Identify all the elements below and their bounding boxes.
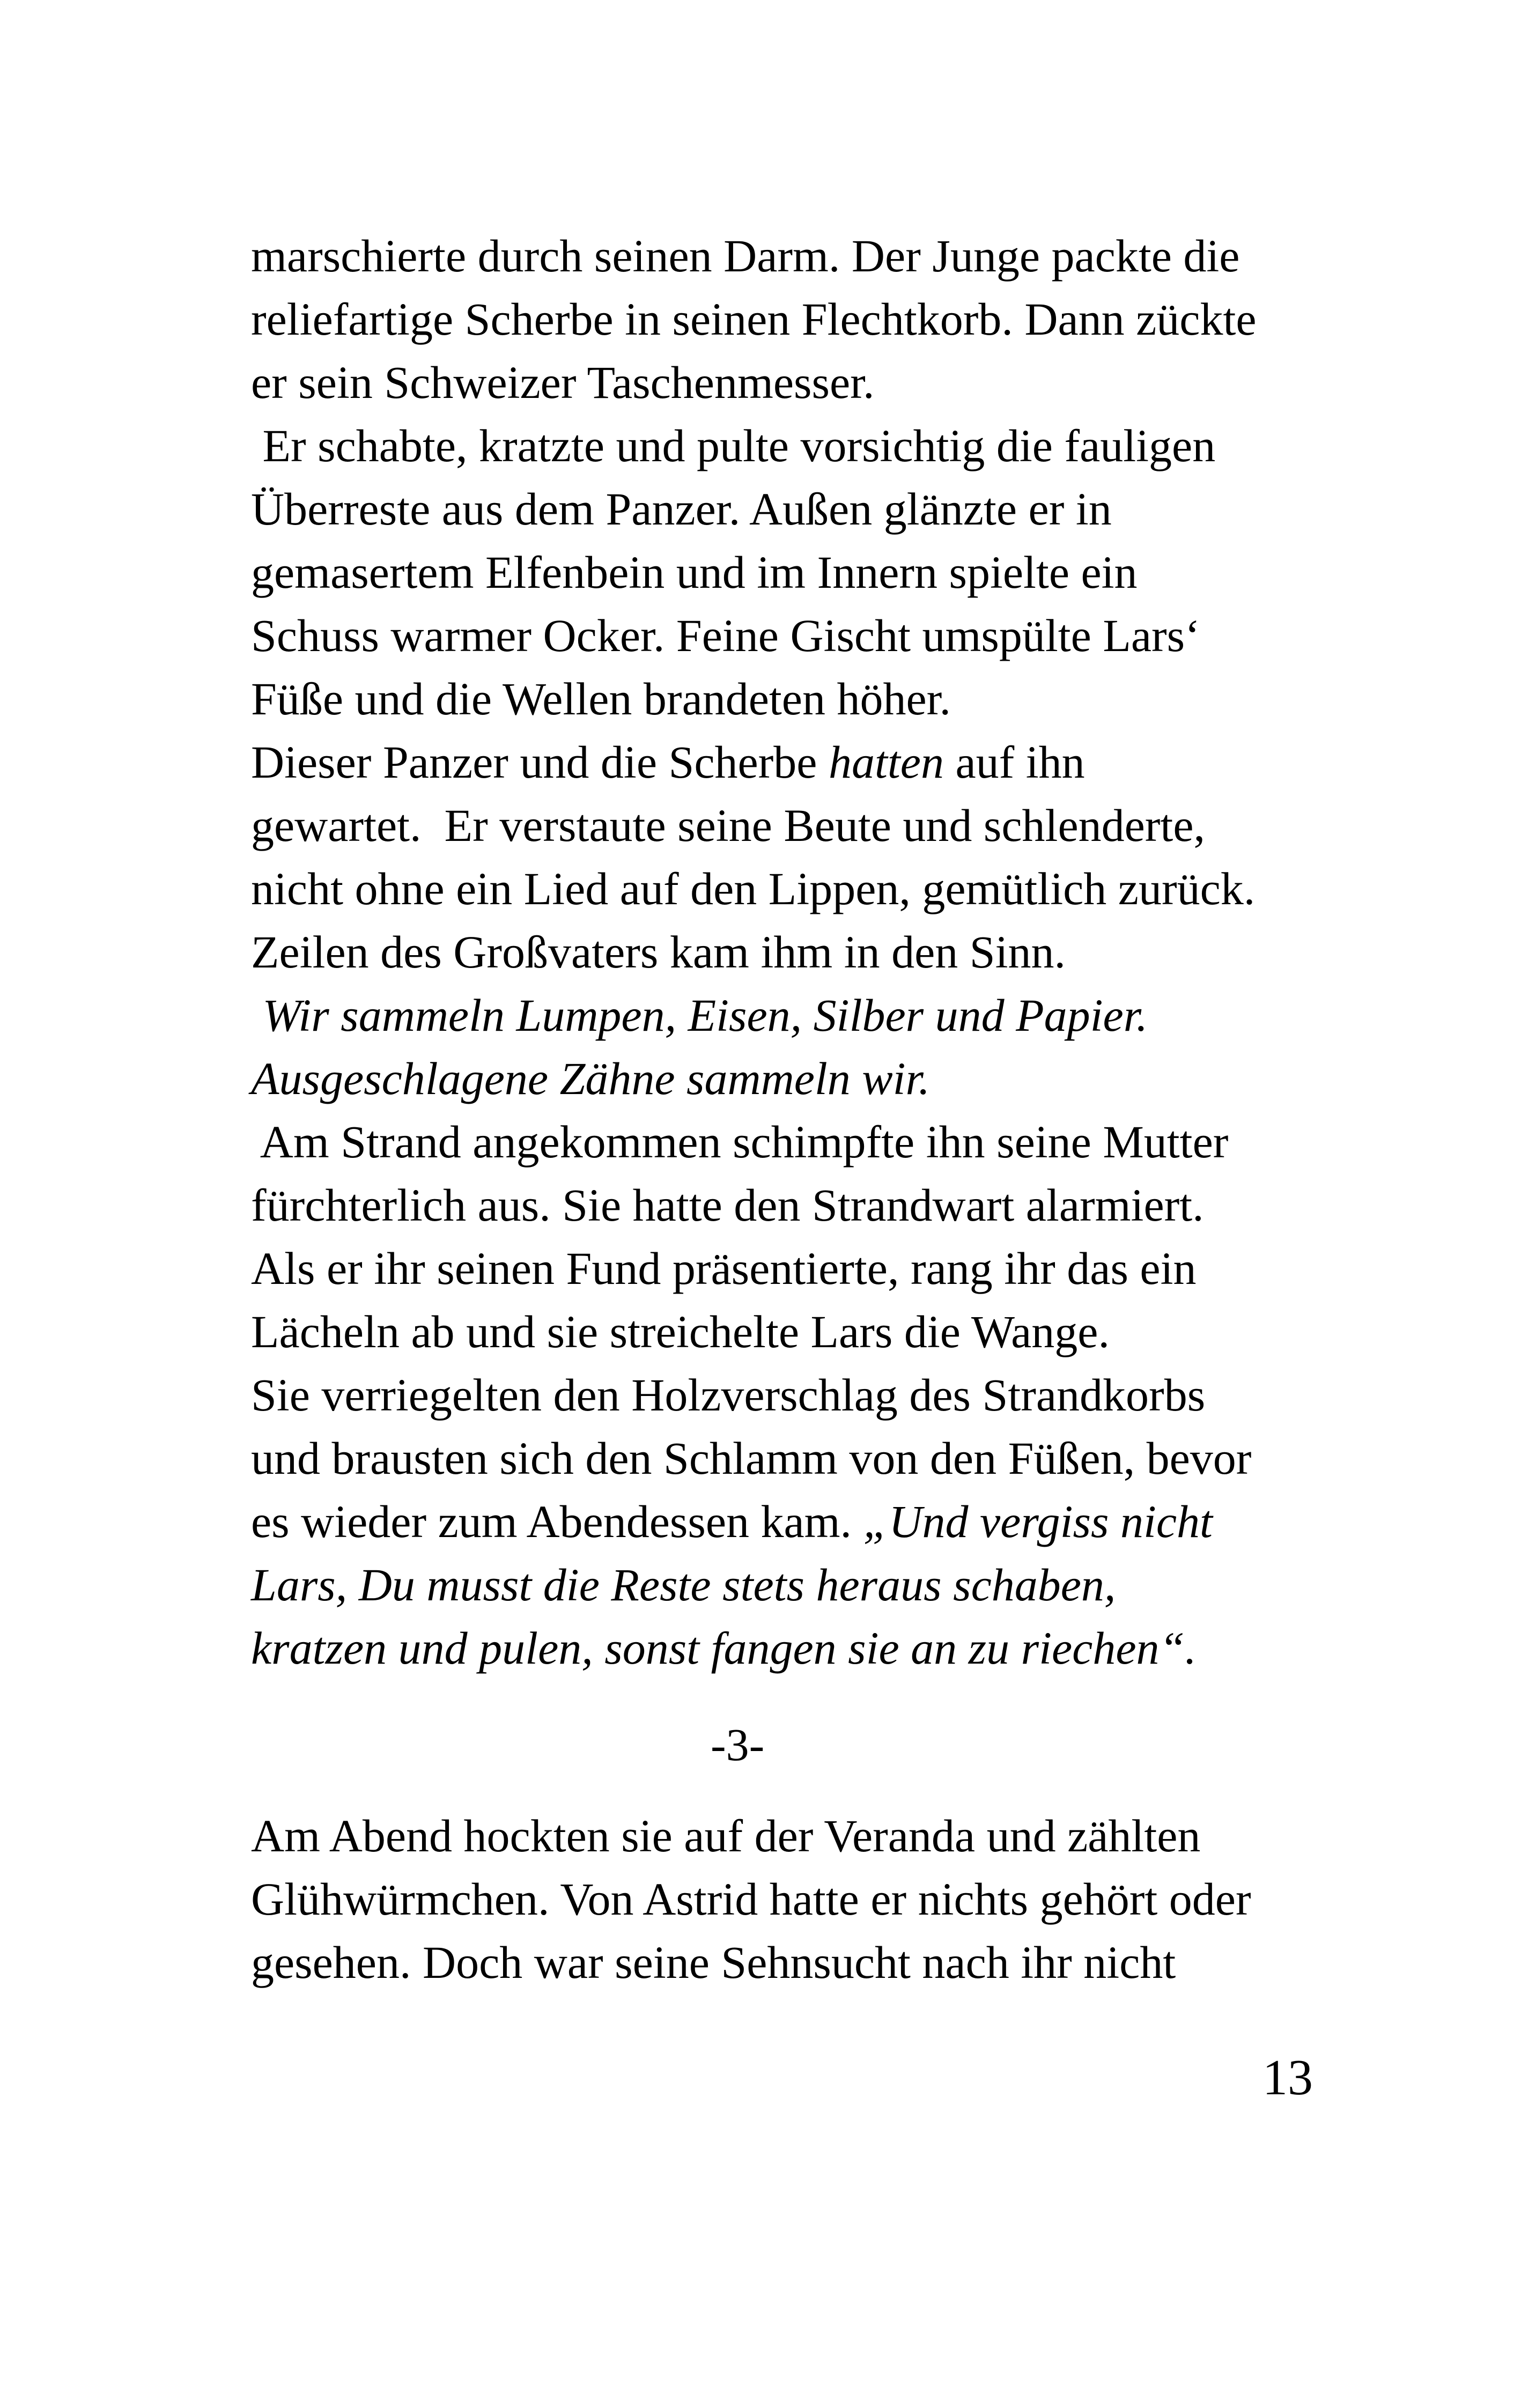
- text-line-1: marschierte durch seinen Darm. Der Junge packte die: [251, 230, 1240, 282]
- verse-line-2: Ausgeschlagene Zähne sammeln wir.: [251, 1053, 930, 1104]
- text-line-17: Als er ihr seinen Fund präsentierte, rang ihr das ein: [251, 1243, 1197, 1294]
- text-line-16: fürchterlich aus. Sie hatte den Strandwart alarmiert.: [251, 1179, 1204, 1231]
- text-line-8: Füße und die Wellen brandeten höher.: [251, 673, 951, 725]
- text-line-11: nicht ohne ein Lied auf den Lippen, gemütlich zurück.: [251, 863, 1256, 914]
- text-line-15: Am Strand angekommen schimpfte ihn seine Mutter: [251, 1116, 1229, 1168]
- text-line-20: und brausten sich den Schlamm von den Füßen, bevor: [251, 1432, 1252, 1484]
- text-segment: es wieder zum Abendessen kam.: [251, 1496, 863, 1547]
- page-number: 13: [1262, 2050, 1313, 2106]
- text-segment: auf ihn: [943, 736, 1085, 788]
- text-line-9: [251, 736, 1085, 788]
- text-line-21: [251, 1498, 1213, 1545]
- text-line-12: Zeilen des Großvaters kam ihm in den Sinn.: [251, 926, 1066, 978]
- quote-line-2: Lars, Du musst die Reste stets heraus schaben,: [251, 1559, 1116, 1611]
- text-line-19: Sie verriegelten den Holzverschlag des Strandkorbs: [251, 1369, 1206, 1421]
- text-segment: Dieser Panzer und die Scherbe: [251, 736, 829, 788]
- text-line-7: Schuss warmer Ocker. Feine Gischt umspülte Lars‘: [251, 610, 1200, 661]
- text-line-3: er sein Schweizer Taschenmesser.: [251, 357, 875, 408]
- verse-line-1: Wir sammeln Lumpen, Eisen, Silber und Papier.: [251, 989, 1148, 1041]
- quote-text: „Und vergiss nicht: [863, 1496, 1213, 1547]
- text-line-5: Überreste aus dem Panzer. Außen glänzte er in: [251, 483, 1112, 535]
- emphasis-text: hatten: [828, 736, 944, 788]
- text-line-25: Glühwürmchen. Von Astrid hatte er nichts gehört oder: [251, 1873, 1251, 1925]
- text-line-10: gewartet. Er verstaute seine Beute und schlenderte,: [251, 800, 1205, 851]
- quote-line-3: kratzen und pulen, sonst fangen sie an zu riechen“.: [251, 1622, 1197, 1674]
- text-line-18: Lächeln ab und sie streichelte Lars die Wange.: [251, 1306, 1110, 1357]
- text-line-2: reliefartige Scherbe in seinen Flechtkorb. Dann zückte: [251, 293, 1257, 345]
- text-line-24: Am Abend hockten sie auf der Veranda und zählten: [251, 1810, 1201, 1862]
- text-line-4: Er schabte, kratzte und pulte vorsichtig die fauligen: [251, 420, 1216, 471]
- section-number: -3-: [711, 1719, 765, 1770]
- text-line-26: gesehen. Doch war seine Sehnsucht nach ihr nicht: [251, 1937, 1176, 1988]
- text-line-6: gemasertem Elfenbein und im Innern spielte ein: [251, 546, 1138, 598]
